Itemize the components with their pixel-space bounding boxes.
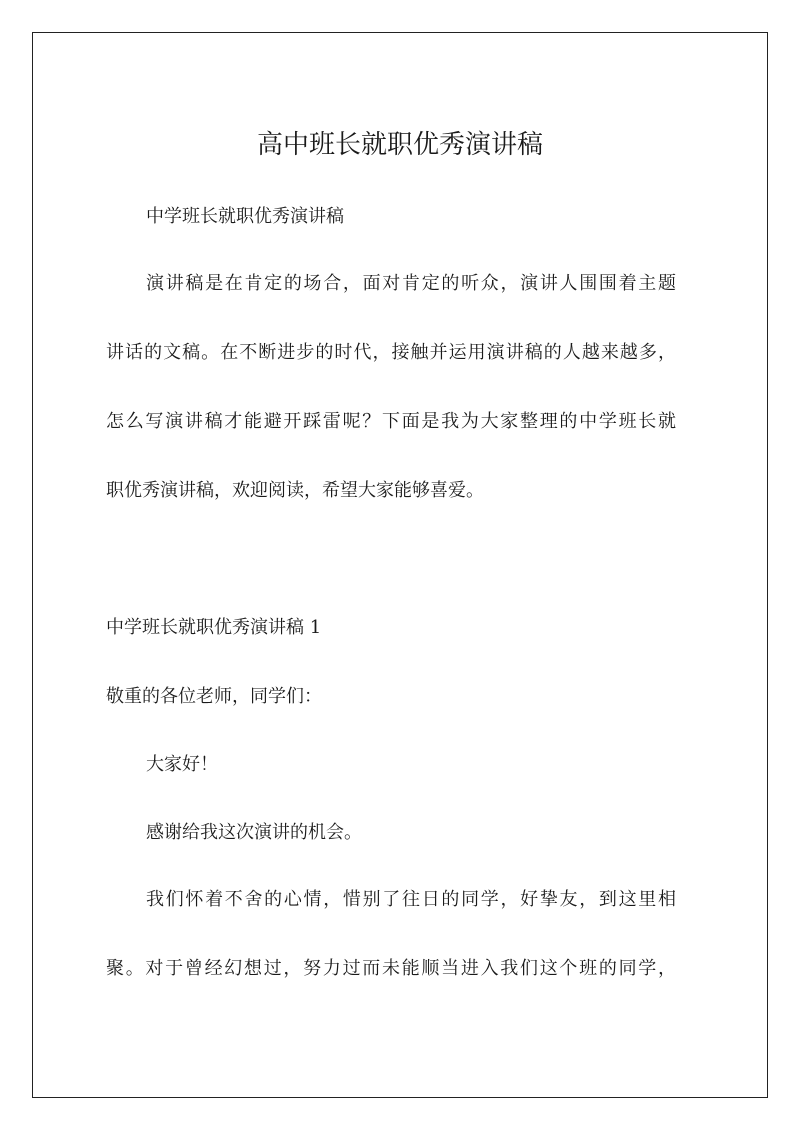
document-title: 高中班长就职优秀演讲稿: [256, 130, 543, 160]
intro-line-1: 演讲稿是在肯定的场合，面对肯定的听众，演讲人围围着主题: [146, 273, 676, 294]
salutation: 敬重的各位老师，同学们：: [106, 686, 322, 707]
body-line-1: 我们怀着不舍的心情，惜别了往日的同学，好挚友，到这里相: [146, 889, 676, 910]
intro-line-2: 讲话的文稿。在不断进步的时代，接触并运用演讲稿的人越来越多，: [106, 342, 676, 363]
subtitle: 中学班长就职优秀演讲稿: [146, 206, 344, 227]
page-border: [32, 32, 768, 1098]
greeting: 大家好！: [146, 754, 218, 775]
intro-line-3: 怎么写演讲稿才能避开踩雷呢？下面是我为大家整理的中学班长就: [106, 411, 676, 432]
body-line-2: 聚。对于曾经幻想过，努力过而未能顺当进入我们这个班的同学，: [106, 958, 676, 979]
thanks-line: 感谢给我这次演讲的机会。: [146, 822, 362, 843]
intro-line-4: 职优秀演讲稿，欢迎阅读，希望大家能够喜爱。: [106, 480, 484, 501]
section-heading: 中学班长就职优秀演讲稿 1: [106, 617, 322, 638]
